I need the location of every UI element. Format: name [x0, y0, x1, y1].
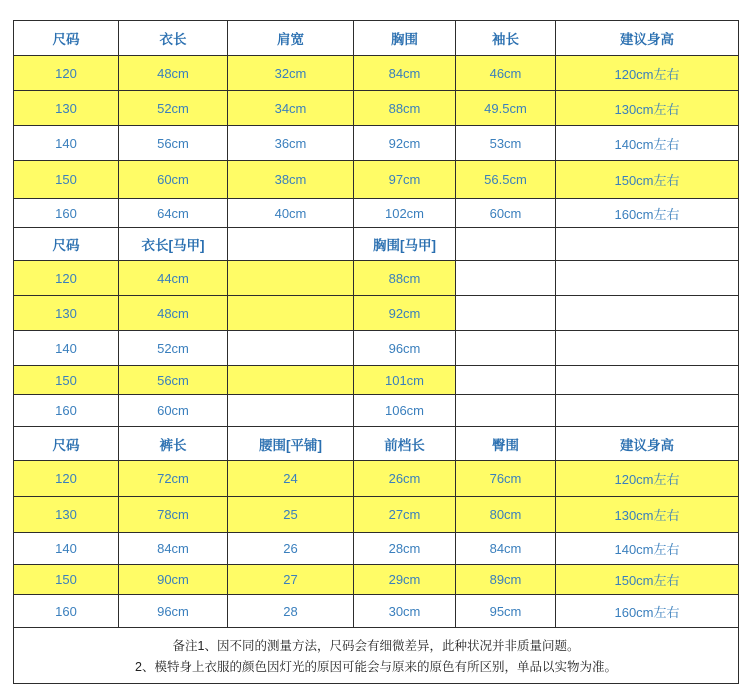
table-row: [14, 199, 739, 228]
table-cell: 130cm左右: [556, 91, 739, 126]
table-row: [14, 161, 739, 199]
table-cell: 26cm: [354, 461, 456, 497]
table-cell: 52cm: [119, 91, 228, 126]
empty-cell: [556, 228, 739, 261]
table-row: [14, 296, 739, 331]
top-header-row: [14, 21, 739, 56]
note-line-1: 备注1、因不同的测量方法，尺码会有细微差异，此种状况并非质量问题。: [172, 638, 580, 653]
table-row: [14, 366, 739, 395]
size-cell: 130: [14, 296, 119, 331]
header-chest: 胸围: [354, 21, 456, 56]
empty-cell: [556, 395, 739, 427]
header-waist: 腰围[平铺]: [228, 427, 354, 461]
size-cell: 160: [14, 395, 119, 427]
table-cell: 88cm: [354, 261, 456, 296]
table-row: [14, 395, 739, 427]
size-cell: 150: [14, 366, 119, 395]
size-cell: 120: [14, 461, 119, 497]
empty-cell: [556, 296, 739, 331]
table-cell: 95cm: [456, 595, 556, 628]
empty-cell: [456, 261, 556, 296]
table-cell: 49.5cm: [456, 91, 556, 126]
header-sleeve: 袖长: [456, 21, 556, 56]
size-cell: 120: [14, 56, 119, 91]
table-cell: 84cm: [354, 56, 456, 91]
table-cell: [228, 261, 354, 296]
table-cell: 120cm左右: [556, 461, 739, 497]
empty-cell: [456, 228, 556, 261]
table-cell: 88cm: [354, 91, 456, 126]
size-cell: 150: [14, 565, 119, 595]
empty-cell: [456, 331, 556, 366]
table-row: [14, 497, 739, 533]
table-row: [14, 331, 739, 366]
table-cell: 28cm: [354, 533, 456, 565]
size-cell: 150: [14, 161, 119, 199]
table-cell: 56.5cm: [456, 161, 556, 199]
empty-cell: [456, 296, 556, 331]
header-height: 建议身高: [556, 21, 739, 56]
table-cell: 96cm: [354, 331, 456, 366]
size-cell: 120: [14, 261, 119, 296]
table-cell: 102cm: [354, 199, 456, 228]
table-cell: 90cm: [119, 565, 228, 595]
table-cell: 48cm: [119, 56, 228, 91]
empty-cell: [228, 228, 354, 261]
notes-cell: [14, 628, 739, 684]
size-cell: 130: [14, 91, 119, 126]
table-cell: 27: [228, 565, 354, 595]
size-cell: 140: [14, 533, 119, 565]
table-cell: [228, 331, 354, 366]
table-cell: 25: [228, 497, 354, 533]
table-cell: 150cm左右: [556, 565, 739, 595]
note-line-2: 2、模特身上衣服的颜色因灯光的原因可能会与原来的原色有所区别，单品以实物为准。: [135, 659, 617, 674]
table-cell: 76cm: [456, 461, 556, 497]
table-row: [14, 56, 739, 91]
table-cell: 27cm: [354, 497, 456, 533]
table-cell: 60cm: [119, 395, 228, 427]
table-cell: 140cm左右: [556, 126, 739, 161]
table-row: [14, 91, 739, 126]
table-cell: 36cm: [228, 126, 354, 161]
table-cell: 30cm: [354, 595, 456, 628]
header-vest-length: 衣长[马甲]: [119, 228, 228, 261]
notes-row: [14, 628, 739, 684]
table-row: [14, 126, 739, 161]
table-cell: [228, 366, 354, 395]
table-cell: 60cm: [119, 161, 228, 199]
size-cell: 160: [14, 595, 119, 628]
table-cell: 92cm: [354, 126, 456, 161]
vest-header-row: [14, 228, 739, 261]
size-cell: 130: [14, 497, 119, 533]
table-row: [14, 533, 739, 565]
table-cell: 97cm: [354, 161, 456, 199]
table-cell: 28: [228, 595, 354, 628]
header-shoulder: 肩宽: [228, 21, 354, 56]
table-cell: 34cm: [228, 91, 354, 126]
size-cell: 160: [14, 199, 119, 228]
table-cell: 29cm: [354, 565, 456, 595]
header-size: 尺码: [14, 21, 119, 56]
header-hip: 臀围: [456, 427, 556, 461]
header-vest-chest: 胸围[马甲]: [354, 228, 456, 261]
table-cell: 160cm左右: [556, 199, 739, 228]
empty-cell: [456, 366, 556, 395]
header-size: 尺码: [14, 228, 119, 261]
pants-header-row: [14, 427, 739, 461]
table-cell: [228, 395, 354, 427]
table-cell: 40cm: [228, 199, 354, 228]
table-cell: 150cm左右: [556, 161, 739, 199]
table-cell: 80cm: [456, 497, 556, 533]
table-cell: 84cm: [456, 533, 556, 565]
table-cell: 78cm: [119, 497, 228, 533]
header-size: 尺码: [14, 427, 119, 461]
header-height: 建议身高: [556, 427, 739, 461]
table-cell: 140cm左右: [556, 533, 739, 565]
table-cell: 48cm: [119, 296, 228, 331]
table-cell: [228, 296, 354, 331]
header-length: 衣长: [119, 21, 228, 56]
empty-cell: [556, 261, 739, 296]
table-cell: 64cm: [119, 199, 228, 228]
table-cell: 160cm左右: [556, 595, 739, 628]
table-cell: 120cm左右: [556, 56, 739, 91]
size-cell: 140: [14, 331, 119, 366]
size-chart-table: [13, 20, 739, 684]
header-front-rise: 前档长: [354, 427, 456, 461]
empty-cell: [456, 395, 556, 427]
header-pants-length: 裤长: [119, 427, 228, 461]
size-cell: 140: [14, 126, 119, 161]
table-row: [14, 565, 739, 595]
table-cell: 101cm: [354, 366, 456, 395]
empty-cell: [556, 366, 739, 395]
table-cell: 92cm: [354, 296, 456, 331]
table-row: [14, 595, 739, 628]
table-cell: 130cm左右: [556, 497, 739, 533]
table-cell: 32cm: [228, 56, 354, 91]
table-cell: 56cm: [119, 126, 228, 161]
table-cell: 26: [228, 533, 354, 565]
table-cell: 84cm: [119, 533, 228, 565]
table-cell: 106cm: [354, 395, 456, 427]
table-cell: 96cm: [119, 595, 228, 628]
table-cell: 60cm: [456, 199, 556, 228]
table-row: [14, 261, 739, 296]
table-cell: 44cm: [119, 261, 228, 296]
empty-cell: [556, 331, 739, 366]
table-cell: 46cm: [456, 56, 556, 91]
table-cell: 72cm: [119, 461, 228, 497]
table-cell: 56cm: [119, 366, 228, 395]
table-cell: 52cm: [119, 331, 228, 366]
table-cell: 53cm: [456, 126, 556, 161]
table-cell: 89cm: [456, 565, 556, 595]
table-row: [14, 461, 739, 497]
table-cell: 24: [228, 461, 354, 497]
table-cell: 38cm: [228, 161, 354, 199]
